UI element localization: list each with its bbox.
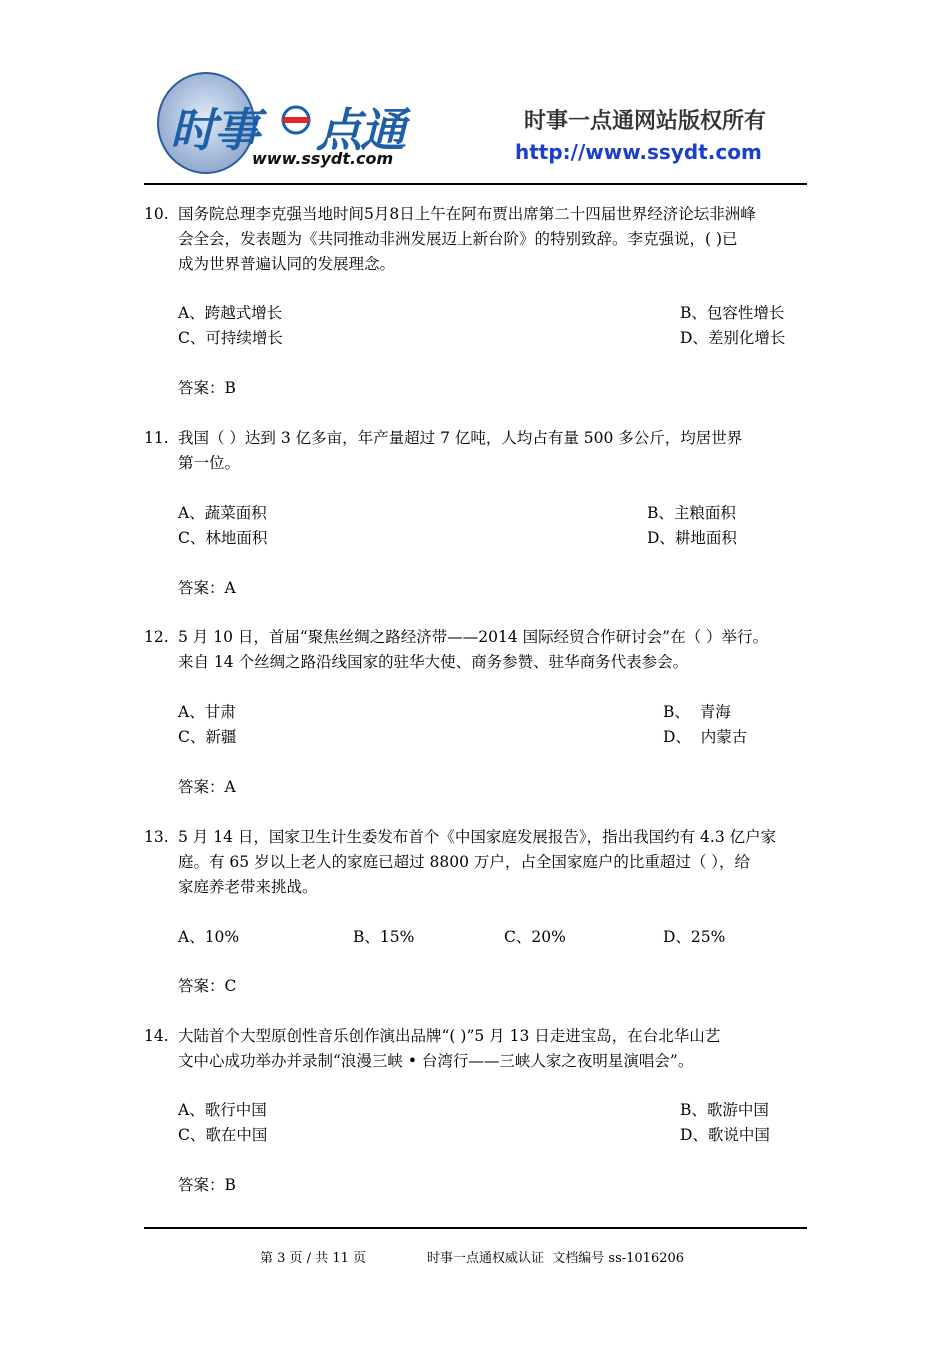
question-text-line: 来自 14 个丝绸之路沿线国家的驻华大使、商务参赞、驻华商务代表参会。 xyxy=(178,653,689,671)
question-text-line: 5 月 14 日，国家卫生计生委发布首个《中国家庭发展报告》，指出我国约有 4.3 亿户家 xyxy=(178,828,777,846)
option-d: D、差别化增长 xyxy=(680,329,786,347)
copyright-text: 时事一点通网站版权所有 xyxy=(524,109,767,134)
option-d: D、25% xyxy=(663,928,726,946)
site-url[interactable]: http://www.ssydt.com xyxy=(515,140,762,164)
option-b: B、包容性增长 xyxy=(680,304,785,322)
option-c: C、20% xyxy=(504,928,566,946)
question-text-line: 家庭养老带来挑战。 xyxy=(178,878,318,896)
question-text-line: 第一位。 xyxy=(178,454,241,472)
question-number: 12. xyxy=(144,628,169,646)
answer: 答案：C xyxy=(178,977,237,995)
option-d: D、耕地面积 xyxy=(647,529,737,547)
option-b: B、 青海 xyxy=(663,703,731,721)
question-text-line: 庭。有 65 岁以上老人的家庭已超过 8800 万户，占全国家庭户的比重超过（ ），给 xyxy=(178,853,751,871)
option-a: A、歌行中国 xyxy=(178,1101,267,1119)
option-a: A、10% xyxy=(178,928,240,946)
question-text-line: 文中心成功举办并录制“浪漫三峡 • 台湾行——三峡人家之夜明星演唱会”。 xyxy=(178,1052,694,1070)
option-d: D、 内蒙古 xyxy=(663,728,748,746)
page-info: 第 3 页 / 共 11 页 xyxy=(260,1251,366,1266)
option-b: B、主粮面积 xyxy=(647,504,736,522)
question-text-line: 大陆首个大型原创性音乐创作演出品牌“( )”5 月 13 日走进宝岛，在台北华山艺 xyxy=(178,1027,721,1045)
option-c: C、新疆 xyxy=(178,728,237,746)
option-c: C、歌在中国 xyxy=(178,1126,268,1144)
answer: 答案：A xyxy=(178,778,236,796)
header xyxy=(144,60,807,180)
question-text-line: 国务院总理李克强当地时间5月8日上午在阿布贾出席第二十四届世界经济论坛非洲峰 xyxy=(178,205,756,223)
option-c: C、可持续增长 xyxy=(178,329,283,347)
option-b: B、歌游中国 xyxy=(680,1101,769,1119)
question-number: 10. xyxy=(144,205,169,223)
option-a: A、跨越式增长 xyxy=(178,304,283,322)
question-text-line: 我国（ ）达到 3 亿多亩，年产量超过 7 亿吨，人均占有量 500 多公斤，均居世界 xyxy=(178,429,743,447)
header-divider xyxy=(144,183,807,185)
question-number: 14. xyxy=(144,1027,169,1045)
answer: 答案：A xyxy=(178,579,236,597)
option-b: B、15% xyxy=(353,928,415,946)
question-text-line: 5 月 10 日，首届“聚焦丝绸之路经济带——2014 国际经贸合作研讨会”在（ ）举行。 xyxy=(178,628,769,646)
answer: 答案：B xyxy=(178,1176,236,1194)
logo-main-right: 点通 xyxy=(316,103,404,157)
option-c: C、林地面积 xyxy=(178,529,268,547)
question-text-line: 会全会，发表题为《共同推动非洲发展迈上新台阶》的特别致辞。李克强说，( )已 xyxy=(178,230,738,248)
question-number: 13. xyxy=(144,828,169,846)
option-a: A、蔬菜面积 xyxy=(178,504,267,522)
option-a: A、甘肃 xyxy=(178,703,236,721)
logo-url: www.ssydt.com xyxy=(252,149,394,168)
logo-main-left: 时事 xyxy=(170,103,258,157)
answer: 答案：B xyxy=(178,379,236,397)
footer-divider xyxy=(144,1227,807,1229)
question-number: 11. xyxy=(144,429,169,447)
question-text-line: 成为世界普遍认同的发展理念。 xyxy=(178,255,396,273)
option-d: D、歌说中国 xyxy=(680,1126,770,1144)
doc-info: 时事一点通权威认证 文档编号 ss-1016206 xyxy=(427,1251,685,1266)
